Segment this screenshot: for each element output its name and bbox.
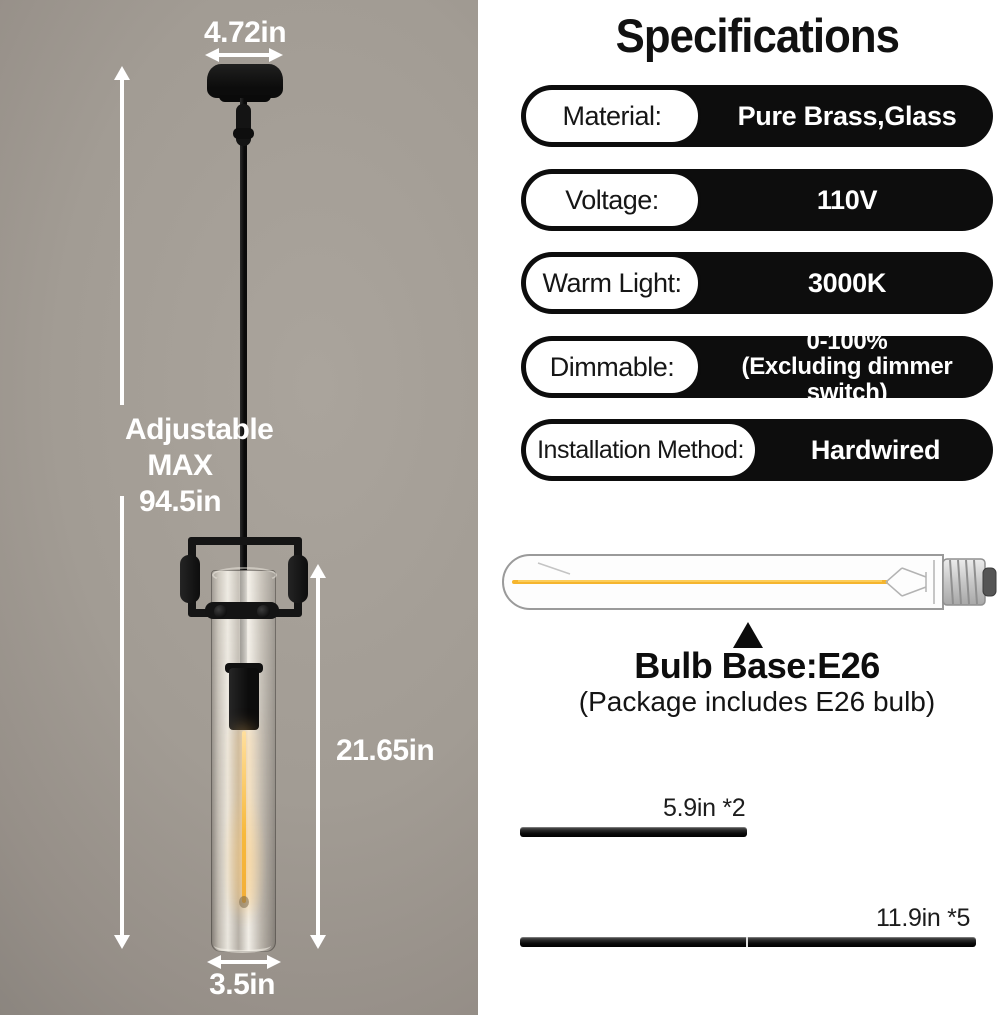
ceiling-canopy <box>207 64 283 98</box>
specifications-title: Specifications <box>615 9 899 62</box>
swivel-knuckle <box>233 128 254 139</box>
spec-value: Hardwired <box>810 434 941 465</box>
adjustable-max-label <box>15 412 274 518</box>
spec-label-pill <box>523 254 701 312</box>
bulb-illustration <box>498 550 998 614</box>
collar-bolt-left <box>214 605 227 618</box>
spec-value: Pure Brass,Glass <box>737 100 957 131</box>
frame-grip-right <box>288 555 308 603</box>
collar-bolt-right <box>257 605 270 618</box>
adjustable-arrow-line-lower <box>120 496 124 936</box>
spec-value: 3000K <box>807 267 887 298</box>
adjustable-arrow-top <box>114 66 130 80</box>
adjustable-label-line2: MAX 94.5in <box>138 449 222 518</box>
spec-row-warm-light <box>521 252 993 314</box>
spec-label: Material: <box>562 100 662 131</box>
spec-label: Dimmable: <box>549 351 675 382</box>
adjustable-arrow-line-upper <box>120 79 124 405</box>
shade-height-arrow-line <box>316 577 320 936</box>
shade-width-label: 3.5in <box>209 968 275 1001</box>
spec-row-installation <box>521 419 993 481</box>
shade-width-arrow <box>220 960 268 964</box>
rod-short-label: 5.9in *2 <box>663 794 746 822</box>
glass-shade-bottom-rim <box>214 938 271 953</box>
spec-value-line2: (Excluding dimmer switch) <box>741 353 953 406</box>
shade-height-arrow-top <box>310 564 326 578</box>
frame-grip-left <box>180 555 200 603</box>
spec-value: 110V <box>816 184 878 215</box>
spec-value <box>701 329 993 405</box>
rod-short <box>520 827 747 837</box>
spec-row-dimmable <box>521 328 993 406</box>
swivel-joint <box>236 104 251 146</box>
bulb-filament <box>242 731 246 903</box>
rod-long-label: 11.9in *5 <box>876 904 971 932</box>
adjustable-label-line1: Adjustable <box>125 413 274 446</box>
product-photo <box>0 0 478 1015</box>
spec-label: Installation Method: <box>537 435 744 464</box>
spec-label: Warm Light: <box>542 267 682 298</box>
rod-long-seam <box>746 937 748 947</box>
spec-row-voltage <box>521 169 993 231</box>
filament-tip <box>239 896 249 908</box>
canopy-width-label: 4.72in <box>203 16 287 49</box>
canopy-width-arrow <box>218 53 270 57</box>
bulb-base-title: Bulb Base:E26 <box>634 645 880 686</box>
spec-label-pill <box>523 421 758 479</box>
specifications-panel <box>478 0 1000 1015</box>
shade-height-label: 21.65in <box>336 734 435 767</box>
spec-label: Voltage: <box>565 184 659 215</box>
bulb-socket <box>229 668 259 730</box>
spec-row-material <box>521 85 993 147</box>
spec-value-line1: 0-100% <box>806 328 888 356</box>
spec-label-pill <box>523 171 701 229</box>
shade-height-arrow-bottom <box>310 935 326 949</box>
spec-label-pill <box>523 338 701 396</box>
rod-long <box>520 937 976 947</box>
spec-label-pill <box>523 87 701 145</box>
adjustable-arrow-bottom <box>114 935 130 949</box>
bulb-base-subtitle: (Package includes E26 bulb) <box>578 686 936 717</box>
